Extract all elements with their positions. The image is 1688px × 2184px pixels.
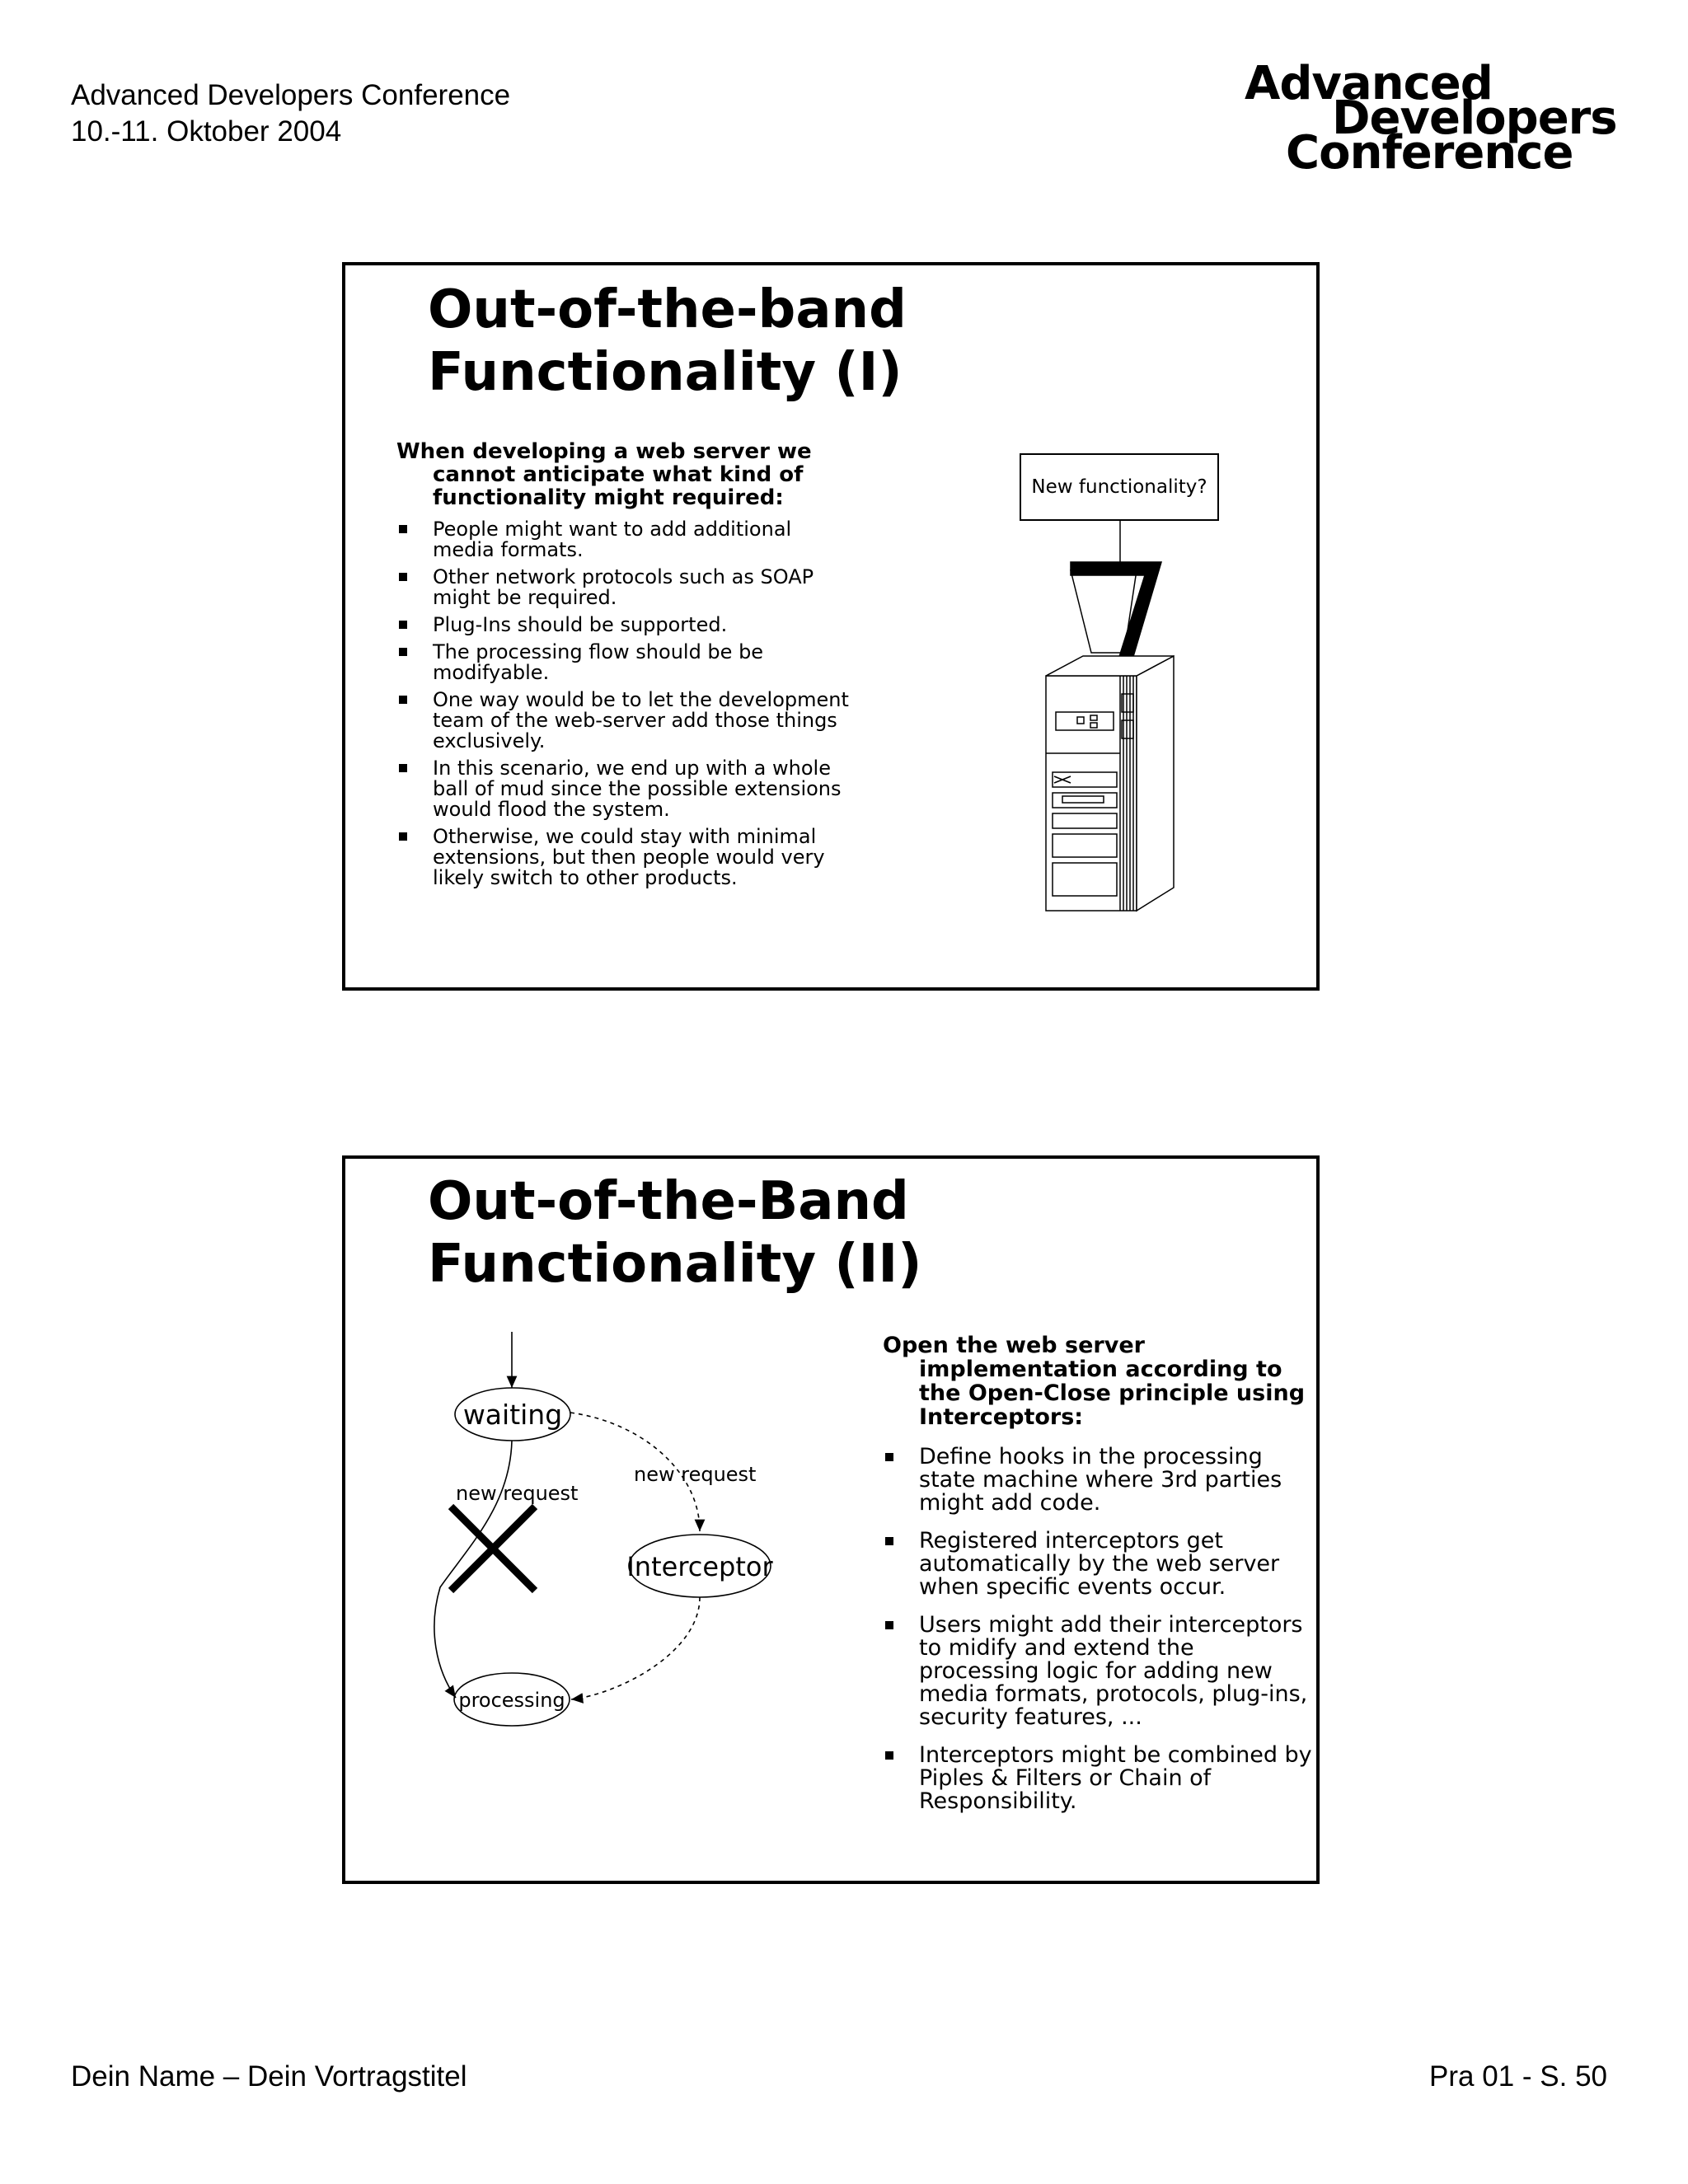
slide-2-bullet-list [883,1446,1320,1813]
blocked-path-x [451,1507,535,1591]
list-item: Interceptors might be combined by Piples & Filters or Chain of Responsibility. [883,1744,1320,1813]
slide-1-intro [396,440,858,509]
logo-line-2: Developers [1332,91,1617,145]
edge-left-label: new request [456,1482,579,1505]
server-computer-illustration [1029,521,1252,933]
new-functionality-callout: New functionality? [1020,453,1219,521]
state-waiting-label: waiting [462,1399,563,1431]
list-item: Plug-Ins should be supported. [396,615,858,635]
footer-page-number: Pra 01 - S. 50 [1429,2060,1607,2093]
list-item: In this scenario, we end up with a whole ball of mud since the possible extensions would flood the system. [396,758,858,820]
list-item: Users might add their interceptors to midify and extend the processing logic for adding new media formats, protocols, plug-ins, security features, ... [883,1614,1320,1729]
logo-line-3: Conference [1286,126,1573,180]
list-item: Registered interceptors get automatically by the web server when specific events occur. [883,1530,1320,1599]
slide-1-intro-line-1: When developing a web server we [396,439,812,464]
edge-right-label: new request [634,1463,757,1486]
slide-2-intro-rest: implementation according to the Open-Close principle using Interceptors: [919,1357,1306,1430]
slide-2-intro [883,1333,1320,1429]
conference-name: Advanced Developers Conference [71,79,511,111]
state-interceptor-label: Interceptor [626,1551,773,1582]
slide-1-bullet-list [396,519,858,888]
list-item: Define hooks in the processing state machine where 3rd parties might add code. [883,1446,1320,1515]
list-item: Other network protocols such as SOAP might be required. [396,567,858,608]
slide-1-title-line-1: Out-of-the-band [428,279,907,340]
conference-logo [1245,57,1640,180]
list-item: The processing flow should be be modifyable. [396,642,858,683]
slide-2-intro-line-1: Open the web server [883,1333,1145,1358]
slide-1-body [396,440,858,895]
slide-1-intro-rest: cannot anticipate what kind of functionality might required: [433,462,804,510]
list-item: Otherwise, we could stay with minimal extensions, but then people would very likely switch to other products. [396,827,858,888]
slide-2-title-line-1: Out-of-the-Band [428,1171,909,1232]
slide-2-title-line-2: Functionality (II) [428,1234,922,1295]
slide-2 [342,1155,1320,1884]
state-processing-label: processing [458,1689,565,1712]
slide-1-title-line-2: Functionality (I) [428,342,903,403]
slide-1 [342,262,1320,991]
interceptor-state-diagram [345,1159,807,1887]
list-item: People might want to add additional media formats. [396,519,858,560]
slide-1-title [428,279,907,404]
list-item: One way would be to let the development team of the web-server add those things exclusively. [396,690,858,752]
slide-2-body [883,1333,1320,1828]
footer-speaker-title: Dein Name – Dein Vortragstitel [71,2060,467,2093]
edge-interceptor-to-processing [571,1597,700,1699]
logo-line-1: Advanced [1245,57,1493,110]
conference-date: 10.-11. Oktober 2004 [71,115,342,148]
